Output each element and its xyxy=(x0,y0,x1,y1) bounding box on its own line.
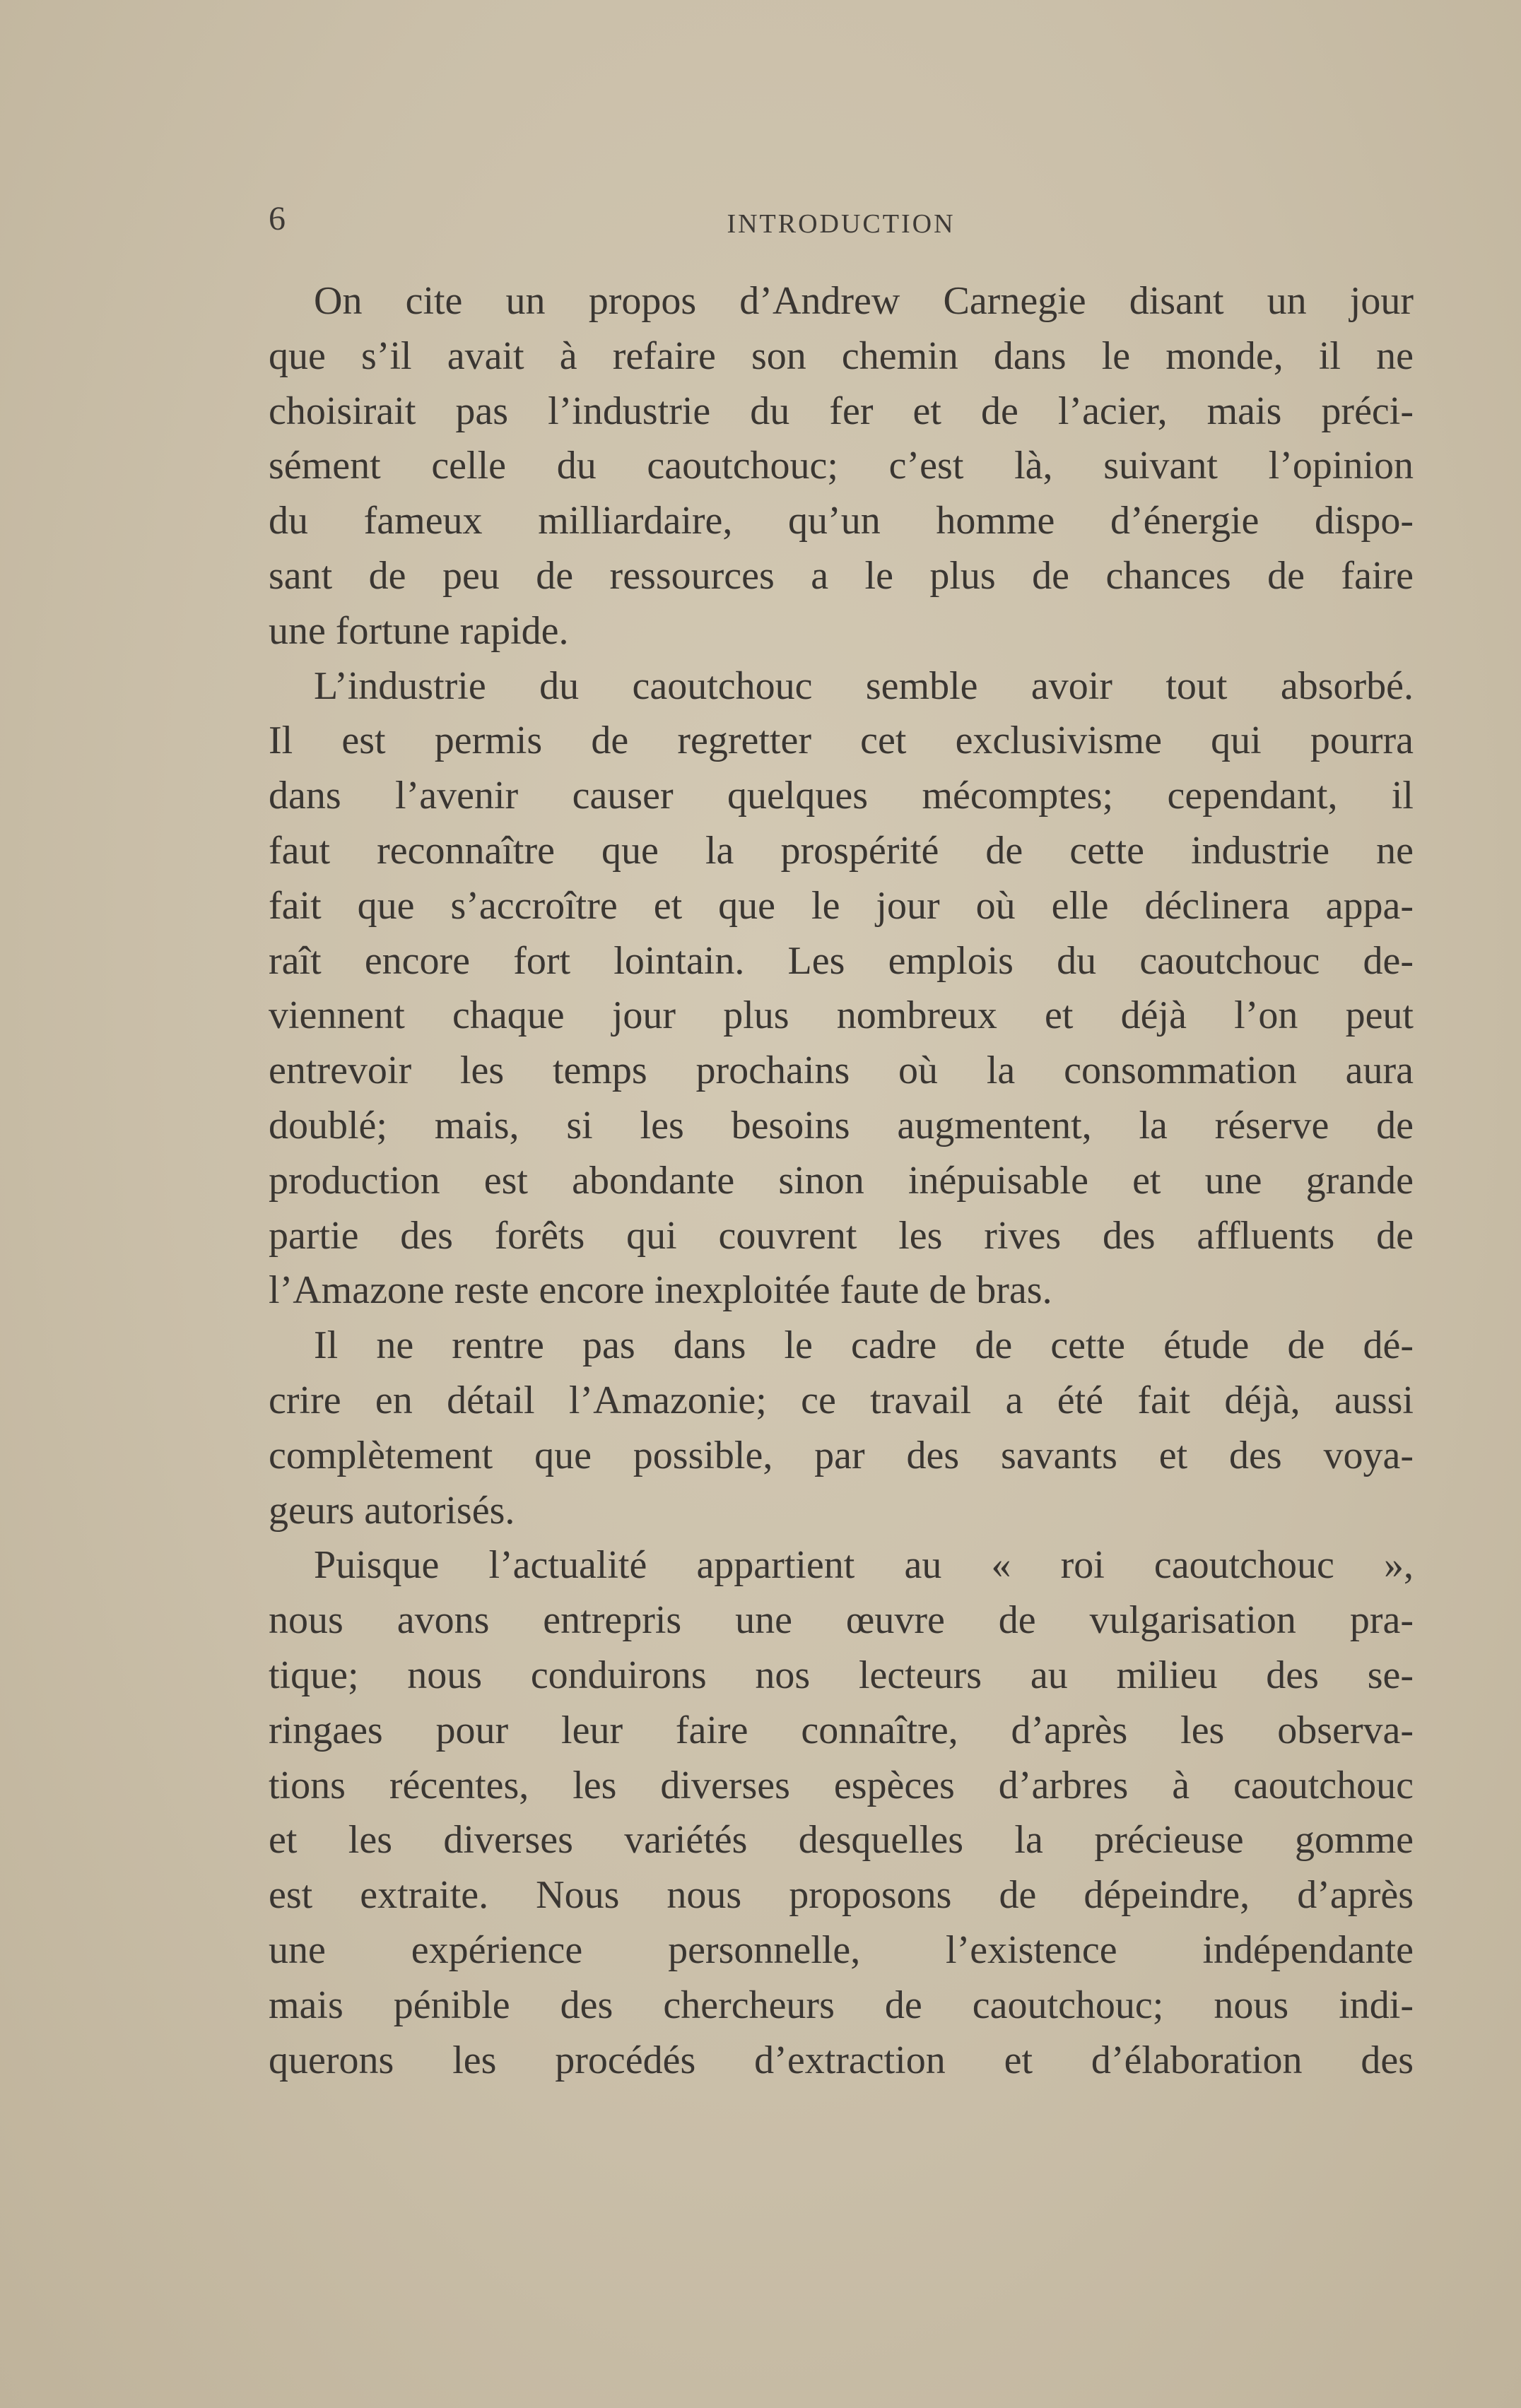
text-line: dans l’avenir causer quelques mécomptes; cependant, il xyxy=(269,774,1414,818)
text-line: nous avons entrepris une œuvre de vulgarisation pra- xyxy=(269,1598,1414,1643)
section-title: INTRODUCTION xyxy=(727,209,956,239)
text-line: faut reconnaître que la prospérité de cette industrie ne xyxy=(269,828,1414,873)
text-line: Il est permis de regretter cet exclusivisme qui pourra xyxy=(269,719,1414,763)
text-line: crire en détail l’Amazonie; ce travail a été fait déjà, aussi xyxy=(269,1378,1414,1422)
body-text xyxy=(269,274,1414,2088)
text-line: tique; nous conduirons nos lecteurs au milieu des se- xyxy=(269,1653,1414,1697)
text-line: production est abondante sinon inépuisable et une grande xyxy=(269,1158,1414,1203)
text-line: et les diverses variétés desquelles la précieuse gomme xyxy=(269,1818,1414,1863)
text-line: Puisque l’actualité appartient au « roi caoutchouc », xyxy=(314,1543,1414,1588)
text-line: sant de peu de ressources a le plus de chances de faire xyxy=(269,553,1414,598)
text-line: L’industrie du caoutchouc semble avoir tout absorbé. xyxy=(314,663,1414,708)
text-line: du fameux milliardaire, qu’un homme d’énergie dispo- xyxy=(269,499,1414,543)
text-line: complètement que possible, par des savants et des voya- xyxy=(269,1433,1414,1477)
text-line: tions récentes, les diverses espèces d’arbres à caoutchouc xyxy=(269,1763,1414,1807)
text-line: querons les procédés d’extraction et d’élaboration des xyxy=(269,2038,1414,2082)
text-line: sément celle du caoutchouc; c’est là, suivant l’opinion xyxy=(269,444,1414,488)
text-line: raît encore fort lointain. Les emplois du caoutchouc de- xyxy=(269,938,1414,983)
text-line: ringaes pour leur faire connaître, d’après les observa- xyxy=(269,1708,1414,1752)
text-line: fait que s’accroître et que le jour où elle déclinera appa- xyxy=(269,883,1414,928)
running-head xyxy=(269,198,1414,254)
text-line: choisirait pas l’industrie du fer et de l’acier, mais préci- xyxy=(269,389,1414,433)
text-line: une fortune rapide. xyxy=(269,608,569,653)
text-line: viennent chaque jour plus nombreux et déjà l’on peut xyxy=(269,993,1414,1038)
text-line: est extraite. Nous nous proposons de dépeindre, d’après xyxy=(269,1873,1414,1918)
page-number: 6 xyxy=(269,200,286,237)
text-line: doublé; mais, si les besoins augmentent, la réserve de xyxy=(269,1103,1414,1147)
text-line: une expérience personnelle, l’existence indépendante xyxy=(269,1928,1414,1972)
text-line: geurs autorisés. xyxy=(269,1488,515,1533)
text-line: On cite un propos d’Andrew Carnegie disant un jour xyxy=(314,279,1414,323)
text-line: Il ne rentre pas dans le cadre de cette étude de dé- xyxy=(314,1323,1414,1368)
text-line: que s’il avait à refaire son chemin dans le monde, il ne xyxy=(269,334,1414,378)
text-line: mais pénible des chercheurs de caoutchouc; nous indi- xyxy=(269,1983,1414,2027)
text-line: entrevoir les temps prochains où la consommation aura xyxy=(269,1049,1414,1093)
text-line: partie des forêts qui couvrent les rives des affluents de xyxy=(269,1213,1414,1258)
text-line: l’Amazone reste encore inexploitée faute de bras. xyxy=(269,1268,1052,1313)
